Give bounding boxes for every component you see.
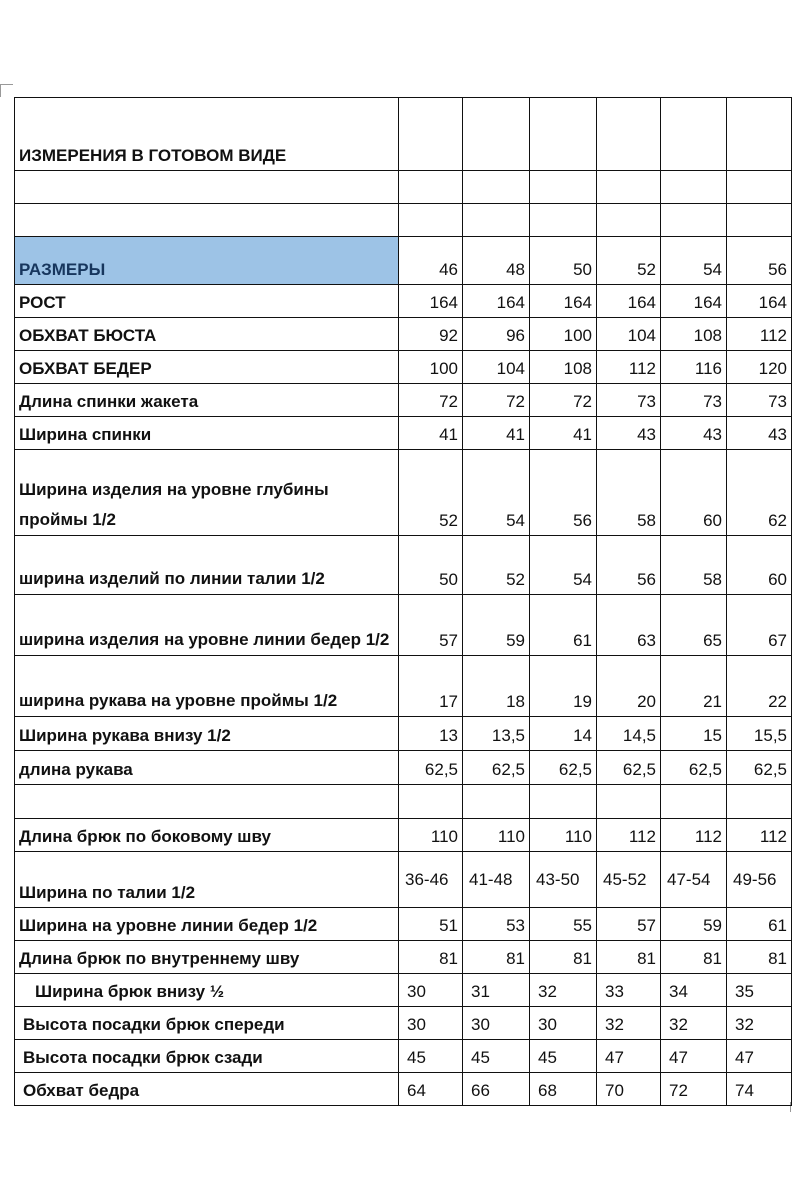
- row-label: Высота посадки брюк спереди: [15, 1007, 399, 1040]
- row-value: 81: [727, 941, 792, 974]
- row-value: 19: [530, 656, 597, 717]
- row-value: 108: [530, 351, 597, 384]
- table-row: [15, 536, 792, 595]
- row-value: 31: [463, 974, 530, 1007]
- row-value: 108: [661, 318, 727, 351]
- row-value: 59: [463, 595, 530, 656]
- row-value: 92: [399, 318, 463, 351]
- row-value: 116: [661, 351, 727, 384]
- row-value: 72: [530, 384, 597, 417]
- row-value: 164: [463, 285, 530, 318]
- row-value: 58: [597, 450, 661, 536]
- empty-cell: [399, 204, 463, 237]
- row-value: 47-54: [661, 852, 727, 908]
- row-label: Длина спинки жакета: [15, 384, 399, 417]
- row-value: 30: [463, 1007, 530, 1040]
- empty-cell: [597, 785, 661, 819]
- blank-row: [15, 785, 792, 819]
- row-value: 45-52: [597, 852, 661, 908]
- row-value: 14: [530, 717, 597, 751]
- table-row: [15, 819, 792, 852]
- row-value: 30: [530, 1007, 597, 1040]
- row-value: 43-50: [530, 852, 597, 908]
- row-value: 36-46: [399, 852, 463, 908]
- row-value: 61: [530, 595, 597, 656]
- row-value: 45: [463, 1040, 530, 1073]
- empty-cell: [463, 785, 530, 819]
- table-row: [15, 351, 792, 384]
- row-value: 41-48: [463, 852, 530, 908]
- row-value: 30: [399, 1007, 463, 1040]
- table-row: [15, 1007, 792, 1040]
- row-value: 47: [661, 1040, 727, 1073]
- empty-cell: [463, 204, 530, 237]
- row-value: 57: [399, 595, 463, 656]
- row-value: 61: [727, 908, 792, 941]
- row-value: 53: [463, 908, 530, 941]
- row-value: 32: [597, 1007, 661, 1040]
- row-value: 112: [597, 351, 661, 384]
- row-value: 164: [597, 285, 661, 318]
- row-value: 57: [597, 908, 661, 941]
- row-label: Ширина на уровне линии бедер 1/2: [15, 908, 399, 941]
- row-value: 51: [399, 908, 463, 941]
- row-value: 104: [463, 351, 530, 384]
- row-value: 41: [463, 417, 530, 450]
- row-value: 54: [463, 450, 530, 536]
- row-value: 32: [661, 1007, 727, 1040]
- size-value: 56: [727, 237, 792, 285]
- row-value: 45: [530, 1040, 597, 1073]
- empty-cell: [530, 204, 597, 237]
- size-value: 48: [463, 237, 530, 285]
- row-value: 68: [530, 1073, 597, 1106]
- table-row: [15, 656, 792, 717]
- row-value: 56: [530, 450, 597, 536]
- row-label: Ширина рукава внизу 1/2: [15, 717, 399, 751]
- row-value: 104: [597, 318, 661, 351]
- empty-cell: [661, 204, 727, 237]
- row-label: Ширина по талии 1/2: [15, 852, 399, 908]
- empty-cell: [727, 171, 792, 204]
- row-value: 34: [661, 974, 727, 1007]
- row-value: 62,5: [399, 751, 463, 785]
- row-value: 41: [399, 417, 463, 450]
- table-row: [15, 595, 792, 656]
- row-value: 14,5: [597, 717, 661, 751]
- row-label: ширина изделий по линии талии 1/2: [15, 536, 399, 595]
- row-value: 41: [530, 417, 597, 450]
- row-value: 50: [399, 536, 463, 595]
- row-value: 17: [399, 656, 463, 717]
- row-value: 32: [727, 1007, 792, 1040]
- row-label: Высота посадки брюк сзади: [15, 1040, 399, 1073]
- row-value: 62,5: [530, 751, 597, 785]
- row-value: 100: [399, 351, 463, 384]
- row-label: Длина брюк по боковому шву: [15, 819, 399, 852]
- row-value: 35: [727, 974, 792, 1007]
- empty-cell: [661, 98, 727, 171]
- size-value: 52: [597, 237, 661, 285]
- row-value: 74: [727, 1073, 792, 1106]
- empty-cell: [399, 785, 463, 819]
- row-value: 120: [727, 351, 792, 384]
- row-value: 110: [530, 819, 597, 852]
- blank-row: [15, 171, 792, 204]
- row-value: 15,5: [727, 717, 792, 751]
- row-value: 62: [727, 450, 792, 536]
- empty-cell: [727, 204, 792, 237]
- row-label: Ширина брюк внизу ½: [15, 974, 399, 1007]
- row-value: 60: [727, 536, 792, 595]
- empty-cell: [399, 98, 463, 171]
- sizes-row: [15, 237, 792, 285]
- row-value: 81: [597, 941, 661, 974]
- row-value: 96: [463, 318, 530, 351]
- row-value: 81: [399, 941, 463, 974]
- row-value: 18: [463, 656, 530, 717]
- row-value: 72: [399, 384, 463, 417]
- empty-cell: [399, 171, 463, 204]
- row-value: 56: [597, 536, 661, 595]
- size-value: 50: [530, 237, 597, 285]
- table-row: [15, 717, 792, 751]
- row-value: 81: [463, 941, 530, 974]
- row-label: ОБХВАТ БЕДЕР: [15, 351, 399, 384]
- row-value: 73: [597, 384, 661, 417]
- row-value: 62,5: [463, 751, 530, 785]
- row-label: Ширина изделия на уровне глубины проймы 1/2: [15, 450, 399, 536]
- row-value: 73: [661, 384, 727, 417]
- table-row: [15, 1040, 792, 1073]
- row-value: 67: [727, 595, 792, 656]
- row-label: Обхват бедра: [15, 1073, 399, 1106]
- row-value: 20: [597, 656, 661, 717]
- row-label: длина рукава: [15, 751, 399, 785]
- row-label: Длина брюк по внутреннему шву: [15, 941, 399, 974]
- empty-cell: [463, 98, 530, 171]
- empty-cell: [727, 98, 792, 171]
- size-value: 54: [661, 237, 727, 285]
- row-value: 112: [597, 819, 661, 852]
- row-value: 13: [399, 717, 463, 751]
- row-value: 164: [399, 285, 463, 318]
- row-value: 58: [661, 536, 727, 595]
- empty-cell: [597, 204, 661, 237]
- table-row: [15, 751, 792, 785]
- row-value: 66: [463, 1073, 530, 1106]
- row-value: 59: [661, 908, 727, 941]
- row-value: 72: [661, 1073, 727, 1106]
- row-label: Ширина спинки: [15, 417, 399, 450]
- table-title: ИЗМЕРЕНИЯ В ГОТОВОМ ВИДЕ: [15, 98, 399, 171]
- empty-cell: [727, 785, 792, 819]
- row-value: 100: [530, 318, 597, 351]
- empty-cell: [530, 98, 597, 171]
- corner-mark: [0, 84, 13, 97]
- empty-cell: [463, 171, 530, 204]
- row-value: 70: [597, 1073, 661, 1106]
- row-value: 62,5: [661, 751, 727, 785]
- row-value: 112: [727, 318, 792, 351]
- empty-cell: [661, 785, 727, 819]
- row-value: 13,5: [463, 717, 530, 751]
- row-value: 22: [727, 656, 792, 717]
- table-row: [15, 450, 792, 536]
- row-value: 30: [399, 974, 463, 1007]
- title-row: [15, 98, 792, 171]
- row-value: 164: [530, 285, 597, 318]
- row-value: 43: [597, 417, 661, 450]
- row-value: 72: [463, 384, 530, 417]
- empty-cell: [530, 785, 597, 819]
- table-row: [15, 384, 792, 417]
- row-value: 81: [530, 941, 597, 974]
- table-row: [15, 941, 792, 974]
- row-value: 33: [597, 974, 661, 1007]
- empty-cell: [15, 204, 399, 237]
- empty-cell: [530, 171, 597, 204]
- row-value: 112: [661, 819, 727, 852]
- row-label: ширина рукава на уровне проймы 1/2: [15, 656, 399, 717]
- row-value: 32: [530, 974, 597, 1007]
- table-row: [15, 285, 792, 318]
- size-value: 46: [399, 237, 463, 285]
- row-value: 110: [463, 819, 530, 852]
- row-value: 15: [661, 717, 727, 751]
- row-value: 55: [530, 908, 597, 941]
- row-value: 73: [727, 384, 792, 417]
- row-value: 43: [661, 417, 727, 450]
- row-value: 63: [597, 595, 661, 656]
- row-value: 54: [530, 536, 597, 595]
- table-row: [15, 1073, 792, 1106]
- row-value: 62,5: [597, 751, 661, 785]
- empty-cell: [597, 98, 661, 171]
- row-value: 45: [399, 1040, 463, 1073]
- row-value: 164: [661, 285, 727, 318]
- table-row: [15, 318, 792, 351]
- row-value: 52: [463, 536, 530, 595]
- row-value: 47: [597, 1040, 661, 1073]
- blank-row: [15, 204, 792, 237]
- row-value: 52: [399, 450, 463, 536]
- sizes-label: РАЗМЕРЫ: [15, 237, 399, 285]
- size-chart-table: [14, 97, 792, 1106]
- table-row: [15, 852, 792, 908]
- row-value: 65: [661, 595, 727, 656]
- row-value: 62,5: [727, 751, 792, 785]
- row-value: 47: [727, 1040, 792, 1073]
- row-value: 110: [399, 819, 463, 852]
- row-value: 81: [661, 941, 727, 974]
- empty-cell: [15, 785, 399, 819]
- empty-cell: [661, 171, 727, 204]
- row-value: 164: [727, 285, 792, 318]
- table-row: [15, 417, 792, 450]
- empty-cell: [15, 171, 399, 204]
- row-value: 60: [661, 450, 727, 536]
- row-value: 64: [399, 1073, 463, 1106]
- table-row: [15, 908, 792, 941]
- row-label: ОБХВАТ БЮСТА: [15, 318, 399, 351]
- row-value: 112: [727, 819, 792, 852]
- row-value: 43: [727, 417, 792, 450]
- empty-cell: [597, 171, 661, 204]
- table-row: [15, 974, 792, 1007]
- row-value: 21: [661, 656, 727, 717]
- row-label: РОСТ: [15, 285, 399, 318]
- row-value: 49-56: [727, 852, 792, 908]
- row-label: ширина изделия на уровне линии бедер 1/2: [15, 595, 399, 656]
